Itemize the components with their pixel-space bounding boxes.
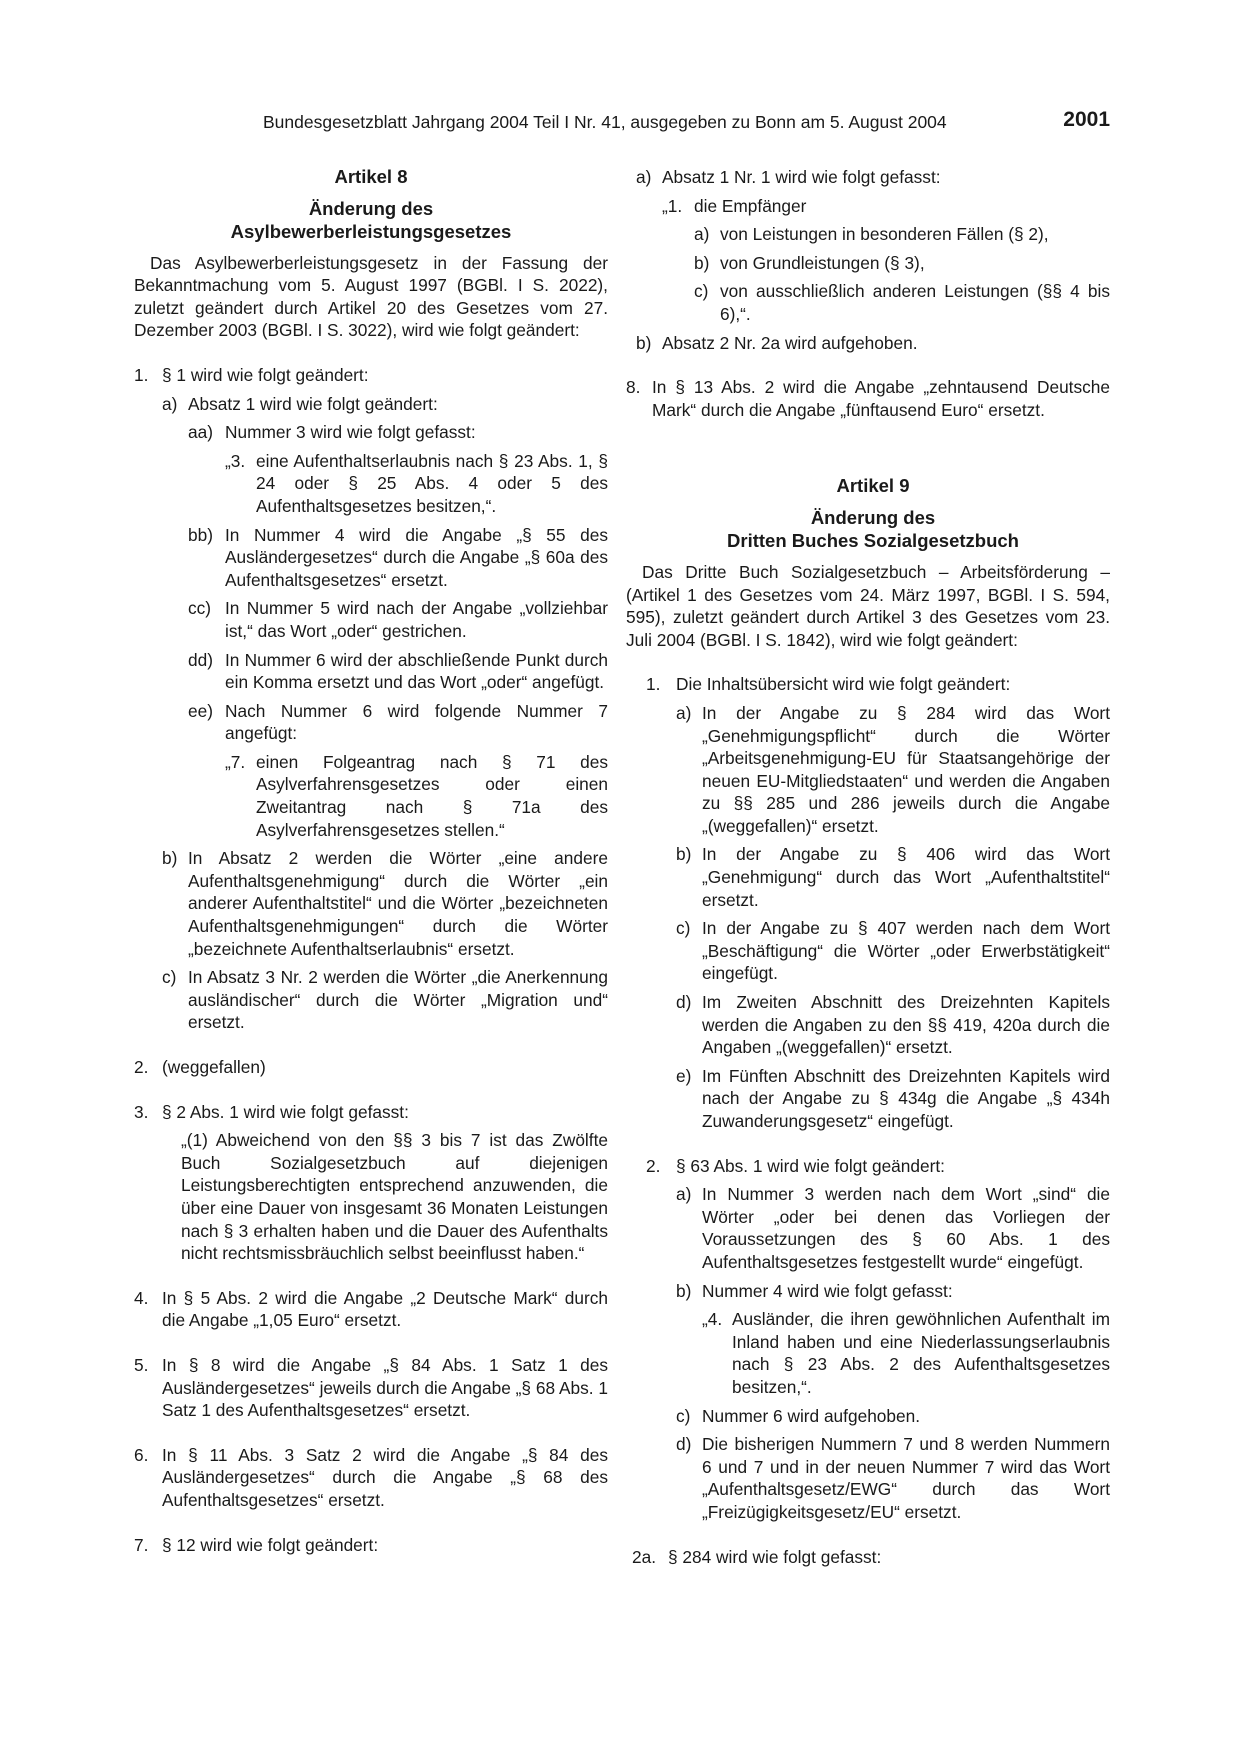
list-item	[134, 966, 608, 1034]
item-text: In § 11 Abs. 3 Satz 2 wird die Angabe „§ 84 des Ausländergesetzes“ durch die Angabe „§ 68 des Aufenthaltsgesetzes“ ersetzt.	[162, 1444, 608, 1510]
item-label: 2.	[646, 1155, 661, 1176]
quoted-item	[636, 195, 1110, 218]
item-label: d)	[676, 992, 692, 1013]
article-9-title	[636, 506, 1110, 553]
list-item	[134, 1444, 608, 1512]
item-text: Ausländer, die ihren gewöhnlichen Aufenthalt im Inland haben und eine Niederlassungserlaubnis nach § 23 Abs. 2 des Aufenthaltsgesetzes besitzen,“.	[732, 1309, 1110, 1397]
item-text: In Nummer 6 wird der abschließende Punkt durch ein Komma ersetzt und das Wort „oder“ angefügt.	[225, 649, 608, 693]
list-item	[636, 1065, 1110, 1133]
item-label: 1.	[646, 674, 661, 695]
item-text: In der Angabe zu § 407 werden nach dem Wort „Beschäftigung“ die Wörter „oder Erwerbstätigkeit“ eingefügt.	[702, 918, 1110, 984]
list-item	[636, 1405, 1110, 1428]
list-item	[636, 1183, 1110, 1273]
item-text: In § 8 wird die Angabe „§ 84 Abs. 1 Satz 1 des Ausländergesetzes“ jeweils durch die Angabe „§ 68 Abs. 1 Satz 1 des Aufenthaltsgesetzes“ ersetzt.	[162, 1354, 608, 1421]
item-text: In Absatz 2 werden die Wörter „eine andere Aufenthaltsgenehmigung“ durch die Wörter „ein anderer Aufenthaltstitel“ und die Wörter „bezeichneten Aufenthaltsgenehmigungen“ durch die Wörter „bezeichnete Aufenthaltserlaubnis“ ersetzt.	[188, 848, 608, 959]
list-item	[636, 166, 1110, 189]
list-item	[636, 917, 1110, 985]
item-label: d)	[676, 1434, 692, 1455]
item-label: b)	[694, 252, 710, 273]
item-label: „4.	[702, 1309, 723, 1330]
item-label: a)	[636, 167, 652, 187]
item-text: § 2 Abs. 1 wird wie folgt gefasst:	[162, 1101, 409, 1122]
article-9-intro: Das Dritte Buch Sozialgesetzbuch – Arbeitsförderung – (Artikel 1 des Gesetzes vom 24. März 1997, BGBl. I S. 594, 595), zuletzt geändert durch Artikel 3 des Gesetzes vom 23. Juli 2004 (BGBl. I S. 1842), wird wie folgt geändert:	[626, 561, 1110, 650]
item-label: aa)	[188, 422, 213, 443]
item-label: e)	[676, 1065, 692, 1086]
item-text: Nummer 6 wird aufgehoben.	[702, 1405, 921, 1426]
item-label: c)	[694, 281, 709, 302]
item-label: 3.	[134, 1101, 149, 1122]
item-label: 2a.	[632, 1546, 657, 1567]
list-item	[134, 1287, 608, 1332]
left-column	[134, 166, 608, 1562]
quoted-paragraph: „(1) Abweichend von den §§ 3 bis 7 ist das Zwölfte Buch Sozialgesetzbuch auf diejenigen Leistungsberechtigten entsprechend anzuwenden, die über eine Dauer von insgesamt 36 Monaten Leistungen nach § 3 erhalten haben und die Dauer des Aufenthalts nicht rechtsmissbräuchlich selbst beeinflusst haben.“	[181, 1130, 608, 1264]
item-label: 1.	[134, 364, 149, 385]
list-item	[134, 393, 608, 416]
item-label: bb)	[188, 524, 213, 545]
item-text: Absatz 1 wird wie folgt geändert:	[188, 393, 438, 414]
item-label: a)	[676, 702, 692, 723]
item-label: a)	[162, 393, 178, 414]
article-9-number: Artikel 9	[836, 475, 910, 497]
item-label: „1.	[662, 195, 683, 216]
article-8-title-line2: Asylbewerberleistungsgesetzes	[230, 221, 512, 243]
item-text: In Nummer 4 wird die Angabe „§ 55 des Ausländergesetzes“ durch die Angabe „§ 60a des Aufenthaltsgesetzes“ ersetzt.	[225, 524, 608, 590]
list-item	[626, 376, 1110, 421]
item-label: b)	[676, 1280, 692, 1301]
item-label: 2.	[134, 1057, 149, 1077]
item-label: ee)	[188, 700, 213, 721]
item-label: 6.	[134, 1444, 149, 1465]
item-text: Absatz 1 Nr. 1 wird wie folgt gefasst:	[662, 167, 941, 187]
item-label: cc)	[188, 598, 212, 619]
item-label: c)	[162, 967, 177, 988]
article-8-title	[134, 197, 608, 244]
item-text: In § 5 Abs. 2 wird die Angabe „2 Deutsche Mark“ durch die Angabe „1,05 Euro“ ersetzt.	[162, 1287, 608, 1331]
item-label: a)	[694, 224, 710, 245]
item-text: von Grundleistungen (§ 3),	[720, 252, 925, 273]
item-text: Nach Nummer 6 wird folgende Nummer 7 angefügt:	[225, 700, 608, 744]
item-text: Die bisherigen Nummern 7 und 8 werden Nummern 6 und 7 und in der neuen Nummer 7 wird das Wort „Aufenthaltsgesetz/EWG“ durch das Wort „Freizügigkeitsgesetz/EU“ ersetzt.	[702, 1434, 1110, 1522]
item-label: 5.	[134, 1354, 149, 1375]
item-label: dd)	[188, 649, 213, 670]
page-number: 2001	[1063, 108, 1110, 131]
list-item	[632, 1546, 1110, 1569]
list-item	[134, 700, 608, 745]
item-text: Nummer 3 wird wie folgt gefasst:	[225, 422, 476, 443]
header-title: Bundesgesetzblatt Jahrgang 2004 Teil I Nr. 41, ausgegeben zu Bonn am 5. August 2004	[263, 112, 947, 132]
item-text: In der Angabe zu § 406 wird das Wort „Genehmigung“ durch das Wort „Aufenthaltstitel“ ersetzt.	[702, 844, 1110, 910]
quoted-subitem	[636, 252, 1110, 275]
item-label: b)	[676, 844, 692, 865]
item-text: Nummer 4 wird wie folgt gefasst:	[702, 1280, 953, 1301]
item-label: 4.	[134, 1287, 149, 1308]
item-text: von Leistungen in besonderen Fällen (§ 2),	[720, 224, 1049, 245]
item-label: 7.	[134, 1534, 149, 1555]
list-item	[134, 1354, 608, 1422]
item-text: § 1 wird wie folgt geändert:	[162, 364, 369, 385]
item-text: In Nummer 5 wird nach der Angabe „vollziehbar ist,“ das Wort „oder“ gestrichen.	[225, 598, 608, 641]
quoted-item	[134, 450, 608, 518]
list-item	[134, 649, 608, 694]
item-text: (weggefallen)	[162, 1057, 266, 1077]
item-text: Die Inhaltsübersicht wird wie folgt geändert:	[676, 674, 1011, 695]
item-label: „7.	[225, 751, 246, 772]
item-text: § 284 wird wie folgt gefasst:	[668, 1546, 882, 1567]
list-item	[134, 597, 608, 642]
item-label: „3.	[225, 450, 246, 471]
list-item	[636, 673, 1110, 696]
item-label: c)	[676, 1405, 691, 1426]
quoted-item	[636, 1308, 1110, 1398]
quoted-item	[134, 751, 608, 841]
list-item	[636, 702, 1110, 838]
article-9-title-line1: Änderung des	[810, 506, 936, 528]
item-text: In Nummer 3 werden nach dem Wort „sind“ die Wörter „oder bei denen das Vorliegen der Voraussetzungen des § 60 Abs. 1 des Aufenthaltsgesetzes festgestellt wurde“ eingefügt.	[702, 1184, 1110, 1272]
item-text: eine Aufenthaltserlaubnis nach § 23 Abs. 1, § 24 oder § 25 Abs. 4 oder 5 des Aufenthaltsgesetzes besitzen,“.	[256, 450, 608, 516]
quoted-subitem	[636, 280, 1110, 325]
item-text: In § 13 Abs. 2 wird die Angabe „zehntausend Deutsche Mark“ durch die Angabe „fünftausend Euro“ ersetzt.	[652, 377, 1110, 420]
article-9-title-line2: Dritten Buches Sozialgesetzbuch	[727, 530, 1019, 552]
item-text: Im Zweiten Abschnitt des Dreizehnten Kapitels werden die Angaben zu den §§ 419, 420a durch die Angaben „(weggefallen)“ ersetzt.	[702, 992, 1110, 1058]
item-text: In Absatz 3 Nr. 2 werden die Wörter „die Anerkennung ausländischer“ durch die Wörter „Migration und“ ersetzt.	[188, 967, 608, 1033]
article-8-number: Artikel 8	[334, 166, 408, 187]
list-item	[636, 1155, 1110, 1178]
item-text: von ausschließlich anderen Leistungen (§§ 4 bis 6),“.	[720, 281, 1110, 324]
spacer	[636, 427, 1110, 475]
item-text: Im Fünften Abschnitt des Dreizehnten Kapitels wird nach der Angabe zu § 434g die Angabe „§ 434h Zuwanderungsgesetz“ eingefügt.	[702, 1065, 1110, 1131]
item-label: 8.	[626, 377, 641, 398]
list-item	[134, 1056, 608, 1079]
item-text: einen Folgeantrag nach § 71 des Asylverfahrensgesetzes oder einen Zweitantrag nach § 71a des Asylverfahrensgesetzes stellen.“	[256, 751, 608, 840]
item-label: c)	[676, 918, 691, 939]
item-label: b)	[636, 332, 652, 353]
list-item	[636, 332, 1110, 355]
item-label: a)	[676, 1184, 692, 1205]
item-text: § 12 wird wie folgt geändert:	[162, 1534, 379, 1555]
item-label: b)	[162, 848, 178, 869]
list-item	[636, 1433, 1110, 1523]
article-8-intro: Das Asylbewerberleistungsgesetz in der Fassung der Bekanntmachung vom 5. August 1997 (BGBl. I S. 2022), zuletzt geändert durch Artikel 20 des Gesetzes vom 27. Dezember 2003 (BGBl. I S. 3022), wird wie folgt geändert:	[134, 252, 608, 341]
list-item	[636, 1280, 1110, 1303]
quoted-subitem	[636, 223, 1110, 246]
list-item	[134, 421, 608, 444]
list-item	[134, 1101, 608, 1124]
right-column	[626, 166, 1110, 1574]
item-text: die Empfänger	[694, 195, 807, 216]
item-text: In der Angabe zu § 284 wird das Wort „Genehmigungspflicht“ durch die Wörter „Arbeitsgenehmigung-EU für Staatsangehörige der neuen EU-Mitgliedstaaten“ und werden die Angaben zu §§ 285 und 286 jeweils durch die Angabe „(weggefallen)“ ersetzt.	[702, 702, 1110, 836]
list-item	[134, 1534, 608, 1557]
page-header	[130, 108, 1110, 138]
item-text: Absatz 2 Nr. 2a wird aufgehoben.	[662, 332, 918, 353]
list-item	[134, 847, 608, 960]
list-item	[636, 843, 1110, 911]
item-text: § 63 Abs. 1 wird wie folgt geändert:	[676, 1155, 945, 1176]
list-item	[134, 364, 608, 387]
list-item	[134, 524, 608, 592]
list-item	[636, 991, 1110, 1059]
article-8-title-line1: Änderung des	[308, 197, 434, 219]
